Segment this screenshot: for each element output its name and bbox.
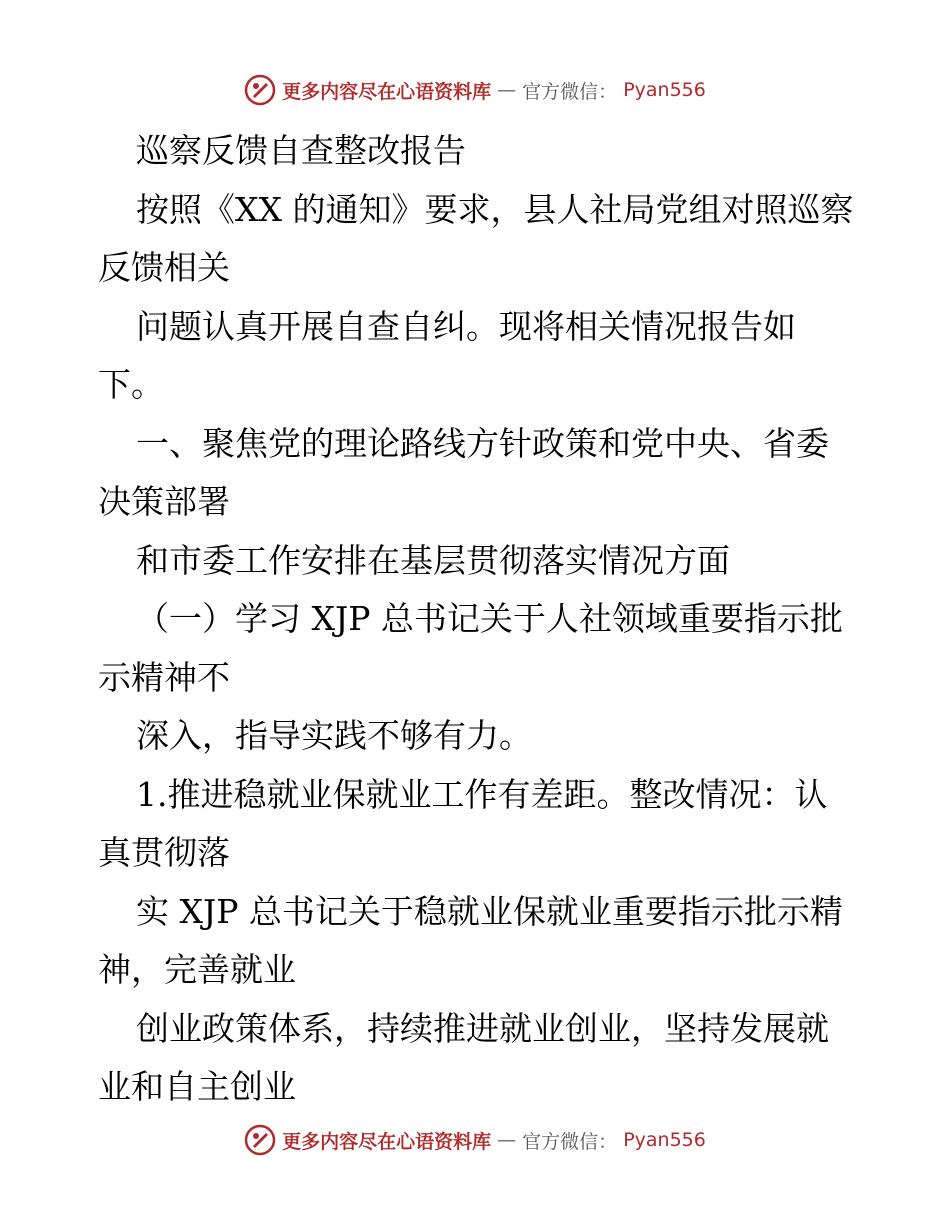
watermark-separator: — bbox=[497, 79, 517, 101]
paragraph: 创业政策体系，持续推进就业创业，坚持发展就业和自主创业 bbox=[98, 1008, 829, 1106]
paragraph: 实 XJP 总书记关于稳就业保就业重要指示批示精神，完善就业 bbox=[98, 891, 843, 989]
watermark-text: 更多内容尽在心语资料库 bbox=[282, 80, 492, 103]
watermark-wechat-label: 官方微信： bbox=[522, 1130, 618, 1153]
footer-watermark bbox=[0, 1124, 950, 1156]
watermark-separator: — bbox=[497, 1129, 517, 1151]
library-logo-icon bbox=[244, 1124, 276, 1156]
header-watermark bbox=[0, 74, 950, 106]
document-title: 巡察反馈自查整改报告 bbox=[136, 131, 466, 170]
paragraph: 深入，指导实践不够有力。 bbox=[136, 716, 532, 755]
document-body bbox=[98, 122, 858, 1117]
paragraph: 按照《XX 的通知》要求，县人社局党组对照巡察反馈相关 bbox=[98, 189, 854, 287]
library-logo-icon bbox=[244, 74, 276, 106]
paragraph: 1.推进稳就业保就业工作有差距。整改情况：认真贯彻落 bbox=[98, 774, 828, 872]
paragraph: 问题认真开展自查自纠。现将相关情况报告如下。 bbox=[98, 306, 796, 404]
watermark-text: 更多内容尽在心语资料库 bbox=[282, 1130, 492, 1153]
section-heading: 一、聚焦党的理论路线方针政策和党中央、省委决策部署 bbox=[98, 423, 829, 521]
watermark-wechat-id: Pyan556 bbox=[623, 79, 706, 101]
subsection-heading: （一）学习 XJP 总书记关于人社领域重要指示批示精神不 bbox=[98, 599, 843, 697]
paragraph: 和市委工作安排在基层贯彻落实情况方面 bbox=[136, 540, 730, 580]
watermark-wechat-label: 官方微信： bbox=[522, 80, 618, 103]
watermark-wechat-id: Pyan556 bbox=[623, 1129, 706, 1151]
